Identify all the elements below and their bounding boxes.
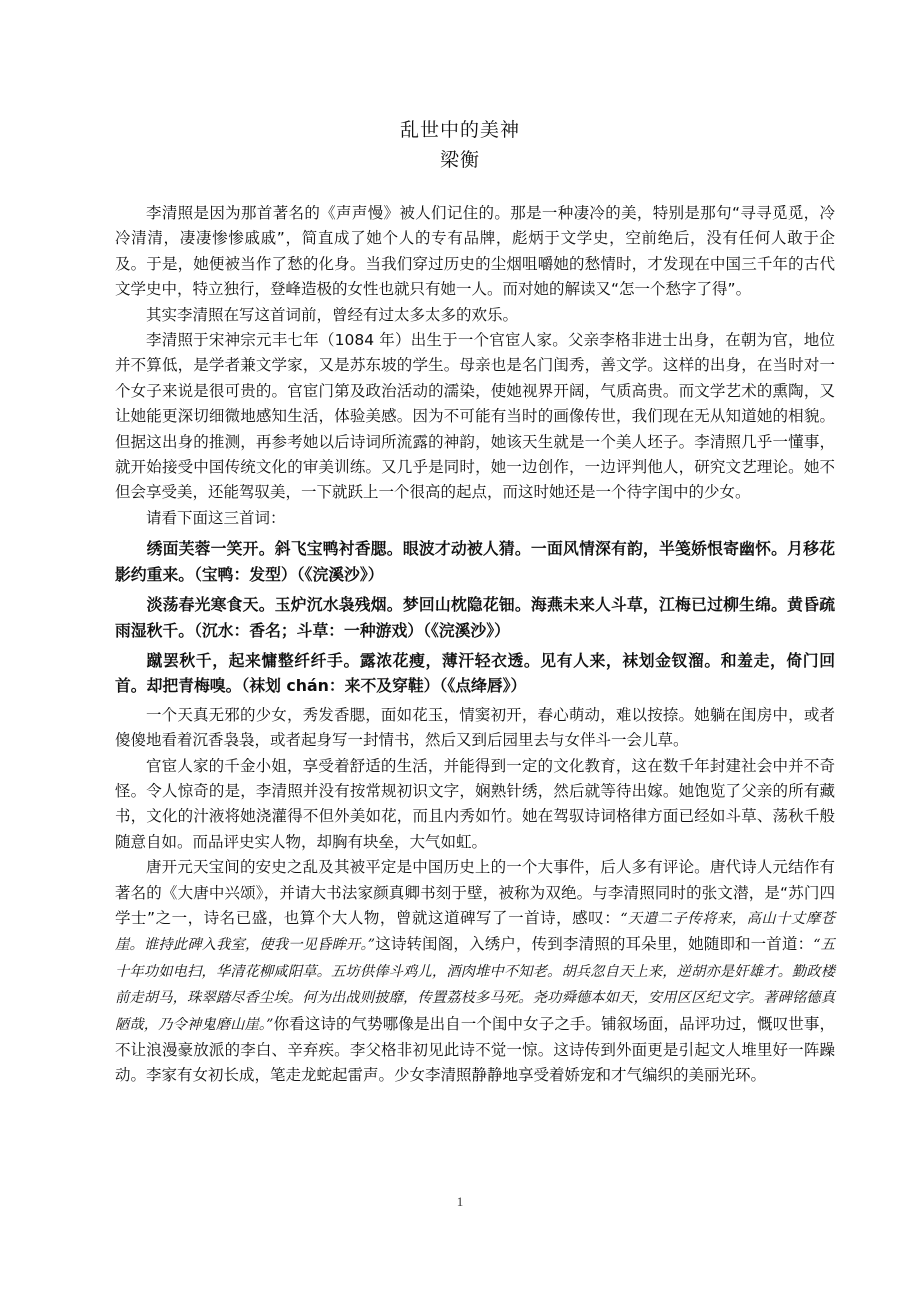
paragraph: 其实李清照在写这首词前，曾经有过太多太多的欢乐。	[146, 305, 519, 324]
article-title: 乱世中的美神	[399, 119, 520, 141]
poem-paragraph: 蹴罢秋千，起来慵整纤纤手。露浓花瘦，薄汗轻衣透。见有人来，袜划金钗溜。和羞走，倚门回首。却把青梅嗅。（袜划 chán：来不及穿鞋）（《点绛唇》）	[115, 650, 835, 696]
page-number: 1	[456, 1194, 464, 1209]
paragraph: 李清照是因为那首著名的《声声慢》被人们记住的。那是一种凄冷的美，特别是那句“寻寻觅觅，冷冷清清，凄凄惨惨戚戚”，简直成了她个人的专有品牌，彪炳于文学史，空前绝后，没有任何人敢于企及。于是，她便被当作了愁的化身。当我们穿过历史的尘烟咀嚼她的愁情时，才发现在中国三千年的古代文学史中，特立独行，登峰造极的女性也就只有她一人。而对她的解读又“怎一个愁字了得”。	[115, 204, 835, 299]
article-body	[115, 201, 835, 1089]
quoted-poem: “天遣二子传将来，高山十丈摩苍崖。谁持此碑入我室，使我一见昏眸开。”	[115, 910, 835, 954]
paragraph: 官宦人家的千金小姐，享受着舒适的生活，并能得到一定的文化教育，这在数千年封建社会中并不奇怪。令人惊奇的是，李清照并没有按常规初识文字，娴熟针绣，然后就等待出嫁。她饱览了父亲的所有藏书，文化的汁液将她浇灌得不但外美如花，而且内秀如竹。她在驾驭诗词格律方面已经如斗草、荡秋千般随意自如。而品评史实人物，却胸有块垒，大气如虹。	[115, 756, 835, 851]
paragraph	[115, 855, 835, 1089]
paragraph-text: 这诗转闺阁，入绣户，传到李清照的耳朵里，她随即和一首道：	[375, 935, 814, 954]
paragraph: 一个天真无邪的少女，秀发香腮，面如花玉，情窦初开，春心萌动，难以按捺。她躺在闺房中，或者傻傻地看着沉香袅袅，或者起身写一封情书，然后又到后园里去与女伴斗一会儿草。	[115, 705, 835, 750]
article-author: 梁衡	[439, 149, 480, 171]
poem-paragraph: 淡荡春光寒食天。玉炉沉水袅残烟。梦回山枕隐花钿。海燕未来人斗草，江梅已过柳生绵。黄昏疏雨湿秋千。（沉水：香名；斗草：一种游戏）（《浣溪沙》）	[115, 595, 835, 640]
paragraph: 请看下面这三首词：	[146, 508, 286, 527]
poem-paragraph: 绣面芙蓉一笑开。斜飞宝鸭衬香腮。眼波才动被人猜。一面风情深有韵，半笺娇恨寄幽怀。月移花影约重来。（宝鸭：发型）（《浣溪沙》）	[115, 539, 835, 584]
paragraph: 李清照于宋神宗元丰七年（1084 年）出生于一个官宦人家。父亲李格非进士出身，在朝为官，地位并不算低，是学者兼文学家，又是苏东坡的学生。母亲也是名门闺秀，善文学。这样的出身，在当时对一个女子来说是很可贵的。官宦门第及政治活动的濡染，使她视界开阔，气质高贵。而文学艺术的熏陶，又让她能更深切细微地感知生活，体验美感。因为不可能有当时的画像传世，我们现在无从知道她的相貌。但据这出身的推测，再参考她以后诗词所流露的神韵，她该天生就是一个美人坯子。李清照几乎一懂事，就开始接受中国传统文化的审美训练。又几乎是同时，她一边创作，一边评判他人，研究文艺理论。她不但会享受美，还能驾驭美，一下就跃上一个很高的起点，而这时她还是一个待字闺中的少女。	[115, 331, 835, 502]
quoted-poem: “五十年功如电扫，华清花柳咸阳草。五坊供俸斗鸡儿，酒肉堆中不知老。胡兵忽自天上来，逆胡亦是奸雄才。勤政楼前走胡马，珠翠踏尽香尘埃。何为出战则披靡，传置荔枝多马死。尧功舜德本如天，安用区区纪文字。著碑铭德真陋哉，乃令神鬼磨山崖。”	[115, 937, 835, 1033]
paragraph-text: 唐开元天宝间的安史之乱及其被平定是中国历史上的一个大事件，后人多有评论。唐代诗人元结作有著名的《大唐中兴颂》，并请大书法家颜真卿书刻于壁，被称为双绝。与李清照同时的张文潜，是“苏门四学士”之一，诗名已盛，也算个大人物，曾就这道碑写了一首诗，感叹：	[115, 858, 835, 927]
paragraph-text: 你看这诗的气势哪像是出自一个闺中女子之手。铺叙场面，品评功过，慨叹世事，不让浪漫豪放派的李白、辛弃疾。李父格非初见此诗不觉一惊。这诗传到外面更是引起文人堆里好一阵躁动。李家有女初长成，笔走龙蛇起雷声。少女李清照静静地享受着娇宠和才气编织的美丽光环。	[115, 1014, 835, 1085]
